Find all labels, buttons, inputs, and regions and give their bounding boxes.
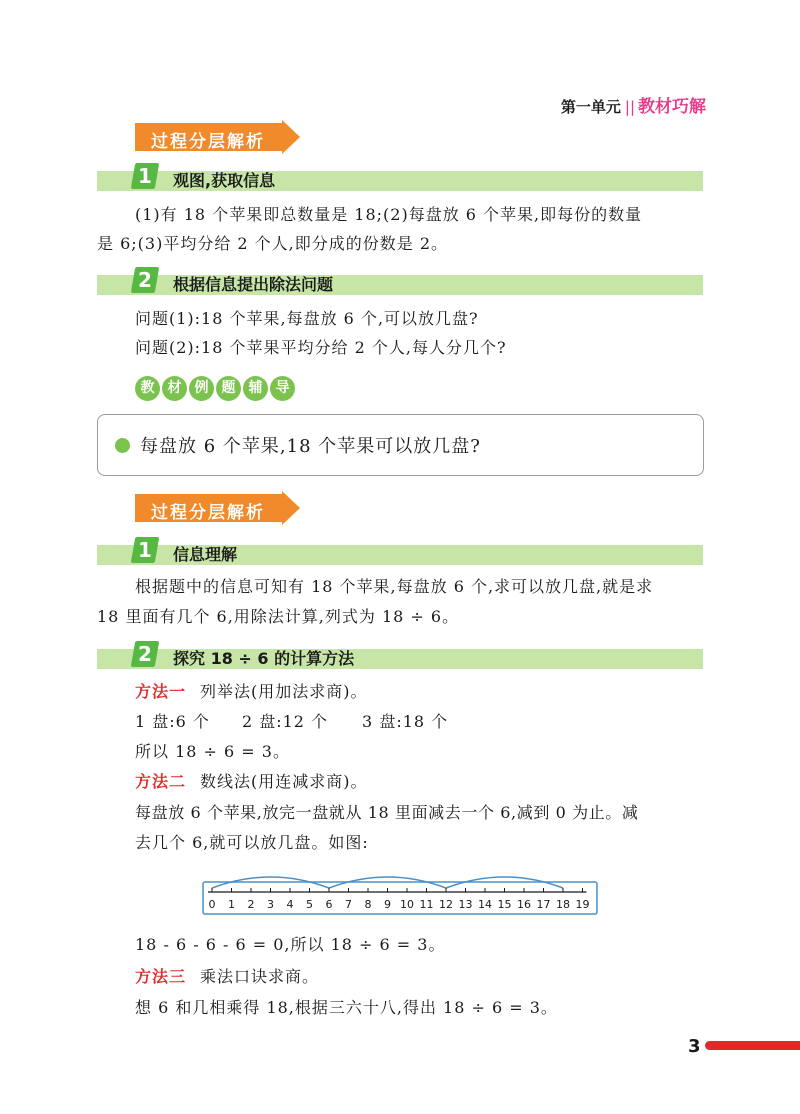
method-label: 方法三 — [135, 967, 187, 986]
number-line-diagram — [200, 866, 600, 918]
tag-char: 教 — [135, 376, 160, 401]
method-label: 方法一 — [135, 682, 187, 701]
process-banner — [135, 120, 300, 154]
question-box — [97, 414, 704, 476]
number-line-label: 1 — [228, 898, 235, 911]
section-label: 教材巧解 — [638, 97, 706, 117]
paragraph-line: 去几个 6,就可以放几盘。如图: — [135, 833, 369, 852]
question-text: 每盘放 6 个苹果,18 个苹果可以放几盘? — [140, 436, 481, 457]
number-line-label: 18 — [556, 898, 570, 911]
method1-items — [135, 711, 448, 733]
list-item: 3 盘:18 个 — [362, 712, 449, 731]
process-banner — [135, 491, 300, 525]
number-line-label: 2 — [247, 898, 255, 911]
step-number: 2 — [138, 642, 152, 666]
step-title: 根据信息提出除法问题 — [173, 275, 334, 294]
step-title: 信息理解 — [173, 545, 238, 564]
list-item: 2 盘:12 个 — [241, 712, 329, 731]
number-line-label: 9 — [384, 898, 391, 911]
tag-char: 材 — [162, 376, 187, 401]
number-line-label: 13 — [458, 898, 473, 911]
tag-char: 例 — [189, 376, 214, 401]
method-label: 方法二 — [135, 772, 187, 791]
number-line-label: 5 — [306, 898, 313, 911]
number-line-label: 3 — [267, 898, 274, 911]
number-line-label: 8 — [364, 898, 372, 911]
step-number: 1 — [138, 164, 152, 188]
paragraph-line: 根据题中的信息可知有 18 个苹果,每盘放 6 个,求可以放几盘,就是求 — [135, 577, 654, 596]
bullet-dot-icon — [115, 438, 130, 453]
method-desc: 数线法(用连减求商)。 — [200, 772, 368, 791]
header-separator: || — [624, 98, 635, 116]
tag-char: 题 — [216, 376, 241, 401]
list-item: 1 盘:6 个 — [135, 712, 210, 731]
result-line: 18 - 6 - 6 - 6 = 0,所以 18 ÷ 6 = 3。 — [135, 935, 446, 954]
number-line-label: 10 — [400, 898, 414, 911]
number-line-label: 16 — [517, 898, 531, 911]
number-line-label: 15 — [497, 898, 512, 911]
unit-label: 第一单元 — [560, 98, 621, 116]
example-tag — [135, 376, 297, 402]
paragraph-line: 想 6 和几相乘得 18,根据三六十八,得出 18 ÷ 6 = 3。 — [135, 998, 558, 1017]
page-number: 3 — [688, 1036, 701, 1057]
number-line-label: 4 — [286, 898, 294, 911]
method-line — [135, 771, 368, 793]
page-accent-bar — [705, 1041, 800, 1050]
method-desc: 列举法(用加法求商)。 — [200, 682, 368, 701]
banner-label: 过程分层解析 — [151, 503, 265, 523]
result-line: 所以 18 ÷ 6 = 3。 — [135, 742, 290, 761]
number-line-label: 17 — [536, 898, 551, 911]
number-line-label: 14 — [478, 898, 492, 911]
method-line — [135, 966, 319, 988]
step-number: 1 — [138, 538, 152, 562]
paragraph-line: (1)有 18 个苹果即总数量是 18;(2)每盘放 6 个苹果,即每份的数量 — [135, 205, 643, 224]
page-header — [561, 92, 706, 117]
number-line-label: 12 — [439, 898, 453, 911]
paragraph-line: 18 里面有几个 6,用除法计算,列式为 18 ÷ 6。 — [97, 607, 460, 626]
step-title: 探究 18 ÷ 6 的计算方法 — [173, 649, 355, 668]
question-line: 问题(2):18 个苹果平均分给 2 个人,每人分几个? — [135, 338, 507, 357]
paragraph-line: 是 6;(3)平均分给 2 个人,即分成的份数是 2。 — [97, 234, 449, 253]
number-line-label: 11 — [419, 898, 434, 911]
number-line-label: 7 — [345, 898, 352, 911]
step-title: 观图,获取信息 — [173, 171, 276, 190]
tag-char: 辅 — [243, 376, 268, 401]
number-line-label: 6 — [325, 898, 333, 911]
question-line: 问题(1):18 个苹果,每盘放 6 个,可以放几盘? — [135, 309, 479, 328]
banner-label: 过程分层解析 — [151, 132, 265, 152]
tag-char: 导 — [270, 376, 295, 401]
paragraph-line: 每盘放 6 个苹果,放完一盘就从 18 里面减去一个 6,减到 0 为止。减 — [135, 803, 639, 822]
method-line — [135, 681, 368, 703]
number-line-label: 19 — [575, 898, 590, 911]
step-number: 2 — [138, 268, 152, 292]
method-desc: 乘法口诀求商。 — [200, 967, 320, 986]
number-line-label: 0 — [208, 898, 216, 911]
